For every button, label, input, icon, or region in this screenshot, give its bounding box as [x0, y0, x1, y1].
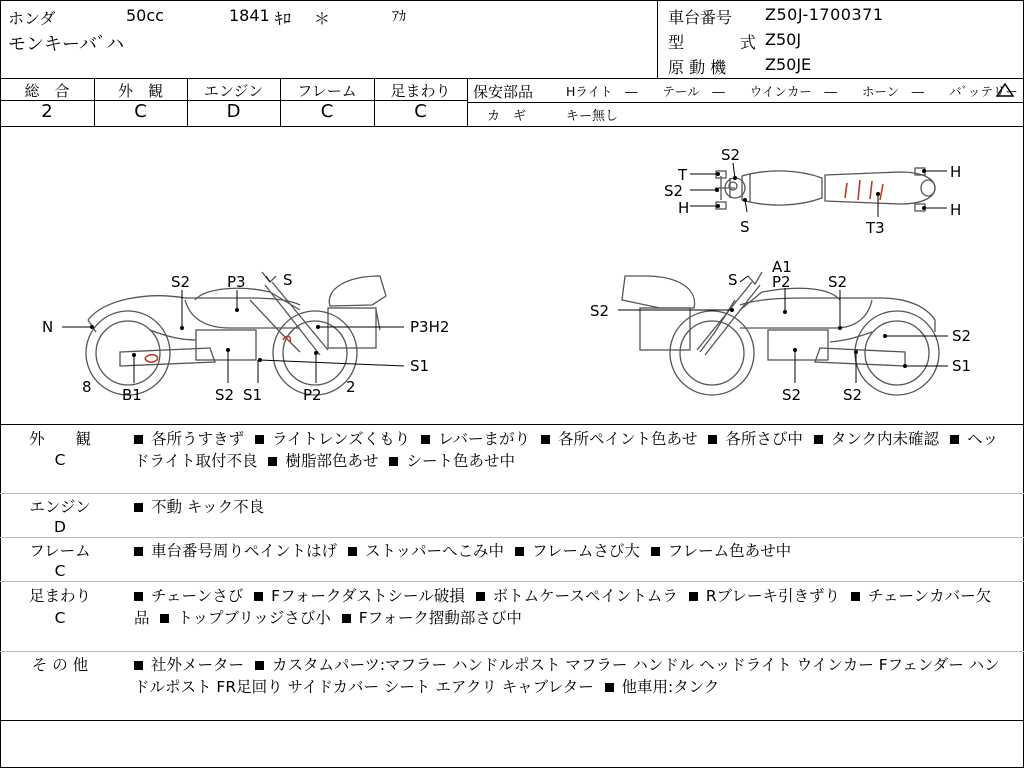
mileage-unit: ｷﾛ [275, 9, 292, 28]
diagram-label: H [678, 199, 690, 217]
detail-category-frame: フレーム [29, 542, 91, 560]
diagram-label: 8 [82, 378, 92, 396]
diagram-label: H [950, 201, 962, 219]
grade-value-overall: 2 [41, 101, 53, 122]
row-sep-2 [0, 537, 1024, 538]
mileage-text: 1841 [229, 6, 270, 25]
diagram-bottom-line [0, 424, 1024, 425]
bullet-square-icon [814, 435, 823, 444]
grade-label-overall: 総 合 [24, 82, 70, 100]
bullet-square-icon [342, 614, 351, 623]
engine-model-value: Z50JE [765, 55, 812, 74]
bullet-square-icon [421, 435, 430, 444]
bullet-square-icon [541, 435, 550, 444]
detail-grade-suspension: C [54, 609, 66, 627]
grade-label-suspension: 足まわり [390, 82, 451, 100]
grade-value-suspension: C [414, 101, 427, 122]
displacement-text: 50cc [126, 6, 164, 25]
bullet-square-icon [651, 547, 660, 556]
bullet-square-icon [160, 614, 169, 623]
detail-grade-frame: C [54, 562, 66, 580]
detail-grade-exterior: C [54, 451, 66, 469]
frame-number-label: 車台番号 [668, 8, 733, 27]
type-label-1: 型 [668, 33, 685, 52]
engine-model-label: 原 動 機 [668, 58, 727, 77]
bike-diagram [0, 127, 1024, 423]
diagram-label: T [678, 166, 688, 184]
diagram-label: T3 [866, 219, 885, 237]
safety-mid-line [467, 102, 1024, 103]
detail-category-exterior: 外 観 [28, 430, 91, 448]
bullet-square-icon [348, 547, 357, 556]
diagram-label: S2 [828, 273, 848, 291]
diagram-label: B1 [122, 386, 142, 404]
grade-value-frame: C [320, 101, 334, 122]
detail-grade-engine: D [54, 518, 66, 536]
diagram-label: S [728, 271, 738, 289]
bullet-square-icon [255, 661, 264, 670]
header-bottom-line [0, 78, 1024, 79]
diagram-label: S2 [664, 182, 684, 200]
maker-text: ホンダ [8, 9, 56, 28]
diagram-label: P2 [772, 273, 791, 291]
bullet-square-icon [515, 547, 524, 556]
detail-items-frame: 車台番号周りペイントはげ ストッパーへこみ中 フレームさび大 フレーム色あせ中 [134, 540, 1012, 562]
frame-number-value: Z50J-1700371 [765, 5, 884, 24]
diagram-label: N [42, 318, 54, 336]
detail-items-suspension: チェーンさび Fフォークダストシール破損 ボトムケースペイントムラ Rブレーキ引きずり チェーンカバー欠品 トップブリッジさび小 Fフォーク摺動部さび中 [134, 587, 992, 627]
type-value: Z50J [765, 30, 802, 49]
diagram-label: S2 [590, 302, 610, 320]
bullet-square-icon [255, 435, 264, 444]
grade-col-sep-5 [467, 78, 468, 126]
diagram-label: P3H2 [410, 318, 450, 336]
bullet-square-icon [254, 592, 263, 601]
bullet-square-icon [134, 503, 143, 512]
bullet-square-icon [689, 592, 698, 601]
detail-category-engine: エンジン [29, 498, 91, 516]
color-text: ｱｶ [392, 9, 406, 25]
bullet-square-icon [134, 435, 143, 444]
grade-label-exterior: 外 観 [117, 82, 163, 100]
bullet-square-icon [950, 435, 959, 444]
diagram-label: P3 [227, 273, 246, 291]
detail-category-other: そ の 他 [31, 656, 89, 674]
bullet-square-icon [389, 457, 398, 466]
bullet-square-icon [851, 592, 860, 601]
diagram-label: S [740, 218, 750, 236]
detail-category-suspension: 足まわり [28, 587, 91, 605]
bullet-square-icon [708, 435, 717, 444]
bullet-square-icon [476, 592, 485, 601]
diagram-label: S2 [721, 146, 741, 164]
bullet-square-icon [134, 547, 143, 556]
row-sep-3 [0, 581, 1024, 582]
diagram-label: P2 [303, 386, 322, 404]
bullet-square-icon [134, 661, 143, 670]
detail-items-other: 社外メーター カスタムパーツ:マフラー ハンドルポスト マフラー ハンドル ヘッドライト ウインカー Fフェンダー ハンドルポスト FR足回り サイドカバー シート エアクリ キャブレター 他車用:タンク [134, 656, 1000, 696]
battery-triangle-icon [996, 82, 1014, 101]
diagram-label: 2 [346, 378, 356, 396]
model-name: モンキーバﾞハ [8, 34, 125, 55]
key-label: カ ギ [487, 109, 527, 124]
mileage-mark: ＊ [314, 9, 331, 28]
diagram-label: S2 [843, 386, 863, 404]
diagram-label: S1 [410, 357, 430, 375]
top-view-bike [715, 168, 935, 211]
grade-value-exterior: C [134, 101, 147, 122]
bullet-square-icon [134, 592, 143, 601]
diagram-label: S1 [243, 386, 263, 404]
header-divider [657, 0, 658, 78]
grade-label-engine: エンジン [203, 82, 264, 100]
grade-value-engine: D [226, 101, 241, 122]
row-sep-1 [0, 493, 1024, 494]
key-value: キー無し [566, 109, 619, 124]
detail-items-exterior: 各所うすきず ライトレンズくもり レバーまがり 各所ペイント色あせ 各所さび中 タンク内未確認 ヘッドライト取付不良 樹脂部色あせ シート色あせ中 [134, 430, 998, 470]
bullet-square-icon [268, 457, 277, 466]
diagram-label: S1 [952, 357, 972, 375]
row-sep-4 [0, 651, 1024, 652]
grade-label-frame: フレーム [297, 82, 357, 100]
safety-items: Hライト ― テール ― ウインカー ― ホーン ― バﾞッテリー [566, 84, 1018, 99]
detail-items-engine: 不動 キック不良 [134, 496, 1012, 518]
bullet-square-icon [605, 683, 614, 692]
safety-title: 保安部品 [473, 83, 534, 101]
diagram-label: A1 [772, 258, 792, 276]
diagram-label: S [283, 271, 293, 289]
row-sep-5 [0, 720, 1024, 721]
diagram-label: S2 [171, 273, 191, 291]
diagram-label: S2 [782, 386, 802, 404]
diagram-label: H [950, 163, 962, 181]
type-label-2: 式 [740, 33, 757, 52]
diagram-label: S2 [952, 327, 972, 345]
diagram-label: S2 [215, 386, 235, 404]
